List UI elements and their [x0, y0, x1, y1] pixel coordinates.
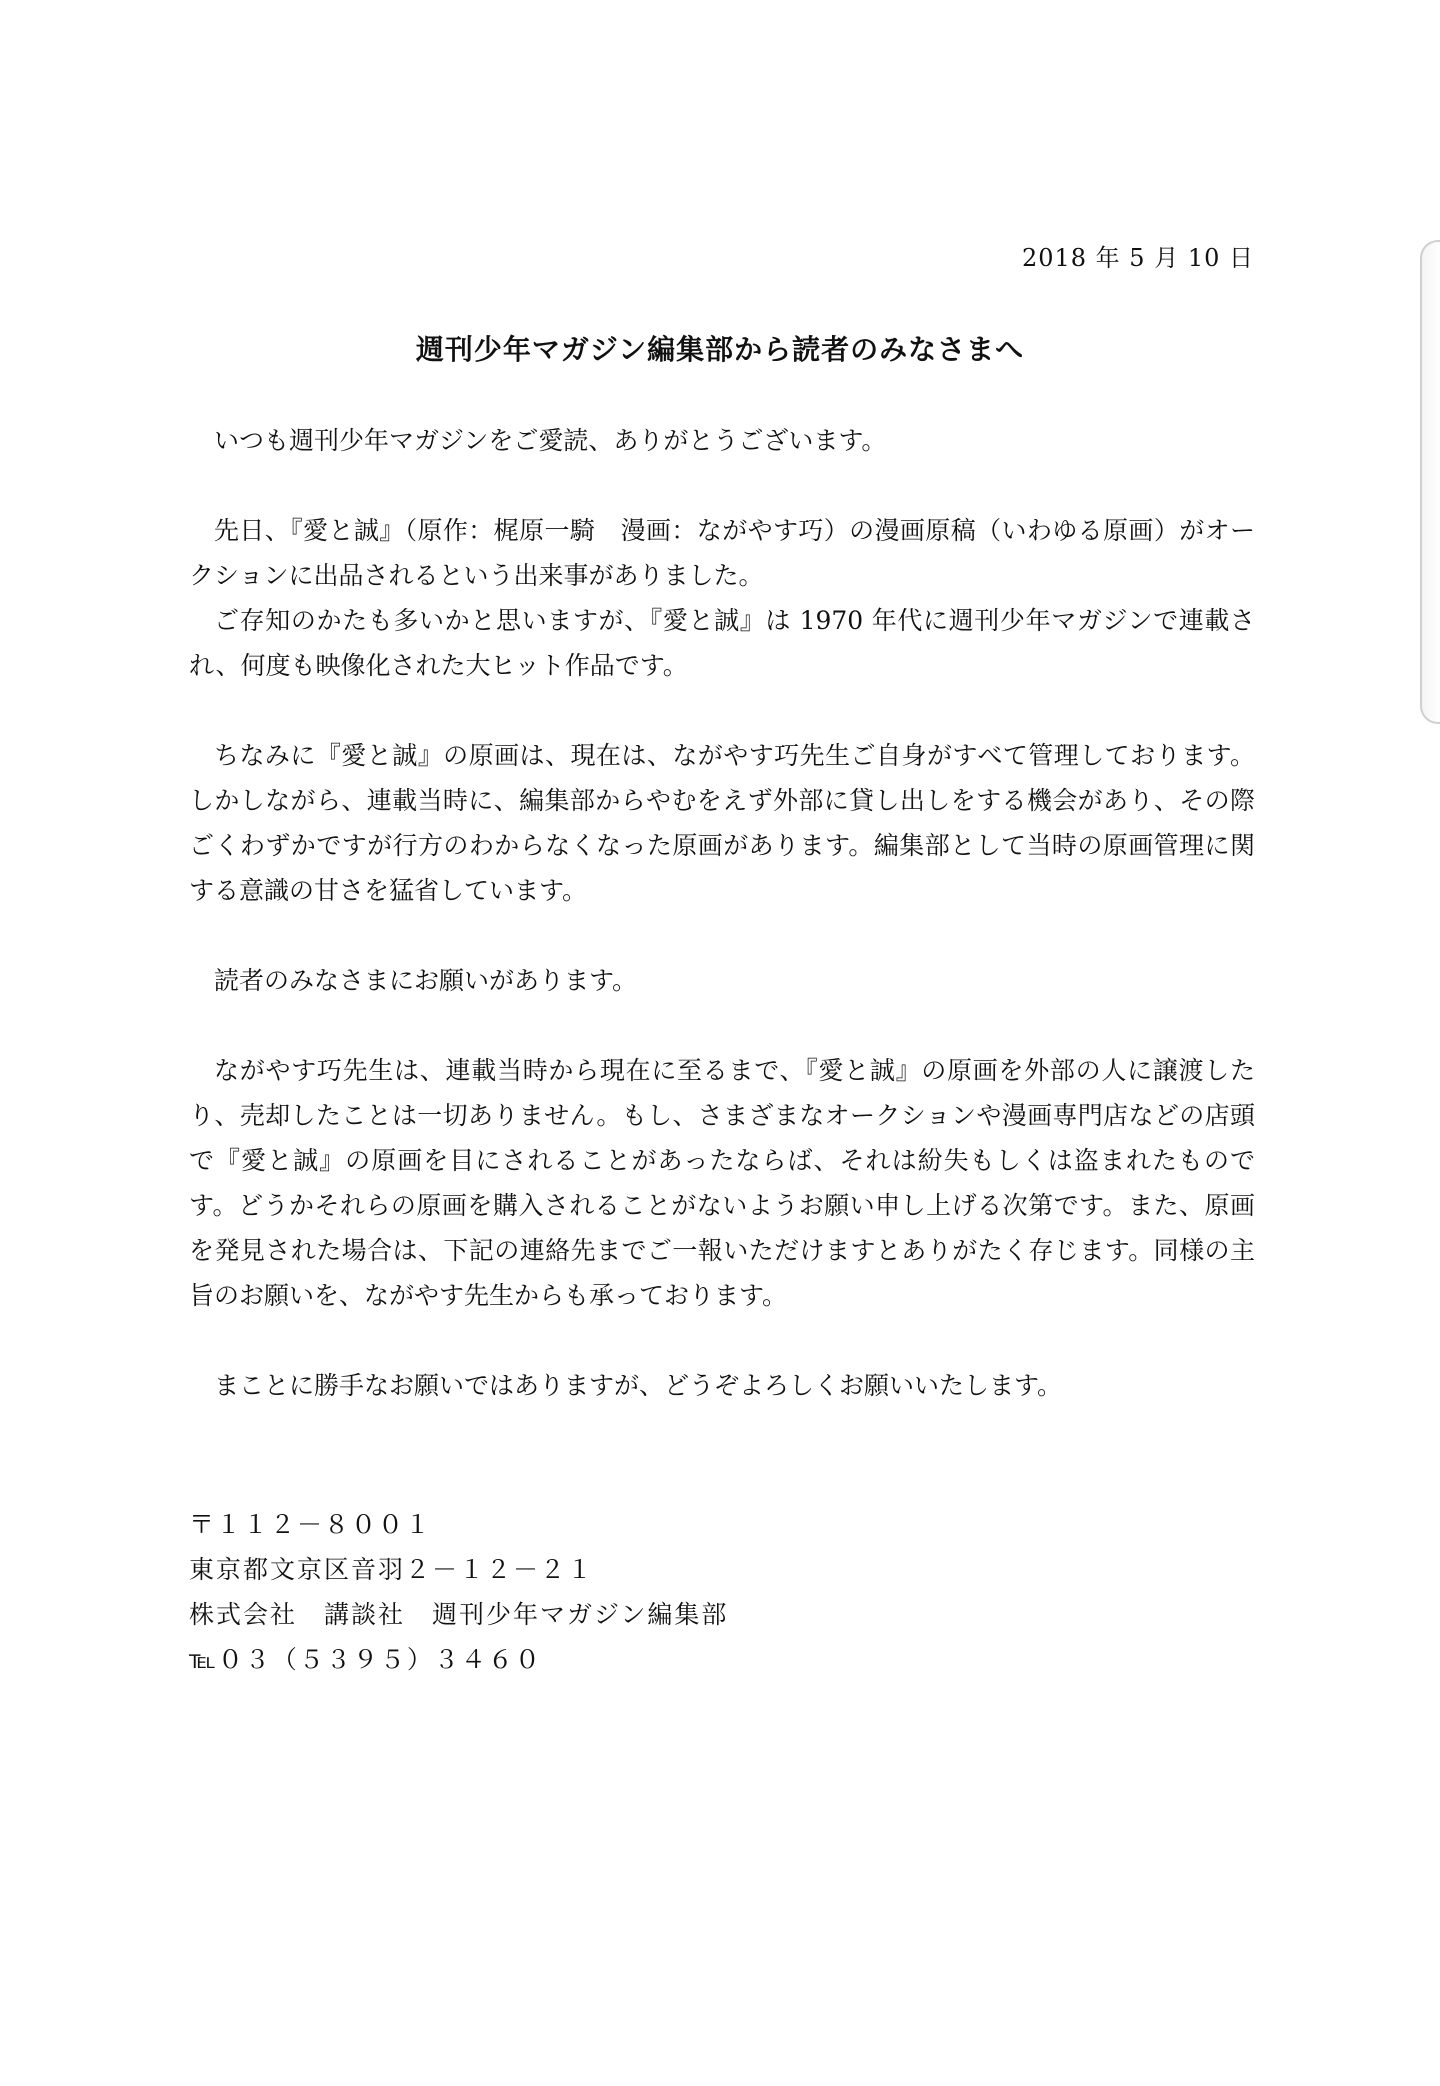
- document-title: 週刊少年マガジン編集部から読者のみなさまへ: [415, 333, 1025, 366]
- company-name: 株式会社 講談社 週刊少年マガジン編集部: [189, 1600, 729, 1629]
- paragraph-greeting: いつも週刊少年マガジンをご愛読、ありがとうございます。: [214, 426, 887, 455]
- postal-code: 〒１１２－８００１: [189, 1510, 433, 1539]
- document-date: 2018 年 5 月 10 日: [1021, 244, 1254, 272]
- paragraph-request-intro: 読者のみなさまにお願いがあります。: [214, 966, 638, 995]
- paragraph-request: ながやす巧先生は、連載当時から現在に至るまで、『愛と誠』の原画を外部の人に譲渡したり、売却したことは一切ありません。もし、さまざまなオークションや漫画専門店などの店頭で『愛と誠』の原画を目にされることがあったならば、それは紛失もしくは盗まれたものです。どうかそれらの原画を購入されることがないようお願い申し上げる次第です。また、原画を発見された場合は、下記の連絡先までご一報いただけますとありがたく存じます。同様の主旨のお願いを、ながやす先生からも承っております。: [189, 1056, 1255, 1310]
- document-body: [189, 418, 1255, 1408]
- paragraph-closing: まことに勝手なお願いではありますが、どうぞよろしくお願いいたします。: [214, 1371, 1063, 1400]
- contact-address: [189, 1502, 728, 1682]
- page-curl-edge: [1420, 240, 1440, 724]
- telephone: ℡０３（５３９５）３４６０: [189, 1645, 542, 1674]
- paragraph-management: ちなみに『愛と誠』の原画は、現在は、ながやす巧先生ご自身がすべて管理しております。しかしながら、連載当時に、編集部からやむをえず外部に貸し出しをする機会があり、その際ごくわずかですが行方のわからなくなった原画があります。編集部として当時の原画管理に関する意識の甘さを猛省しています。: [189, 741, 1255, 905]
- paragraph-background: ご存知のかたも多いかと思いますが、『愛と誠』は 1970 年代に週刊少年マガジンで連載され、何度も映像化された大ヒット作品です。: [189, 606, 1255, 680]
- paragraph-auction: 先日、『愛と誠』（原作：梶原一騎 漫画：ながやす巧）の漫画原稿（いわゆる原画）がオークションに出品されるという出来事がありました。: [189, 516, 1255, 590]
- street-address: 東京都文京区音羽２－１２－２１: [189, 1555, 595, 1584]
